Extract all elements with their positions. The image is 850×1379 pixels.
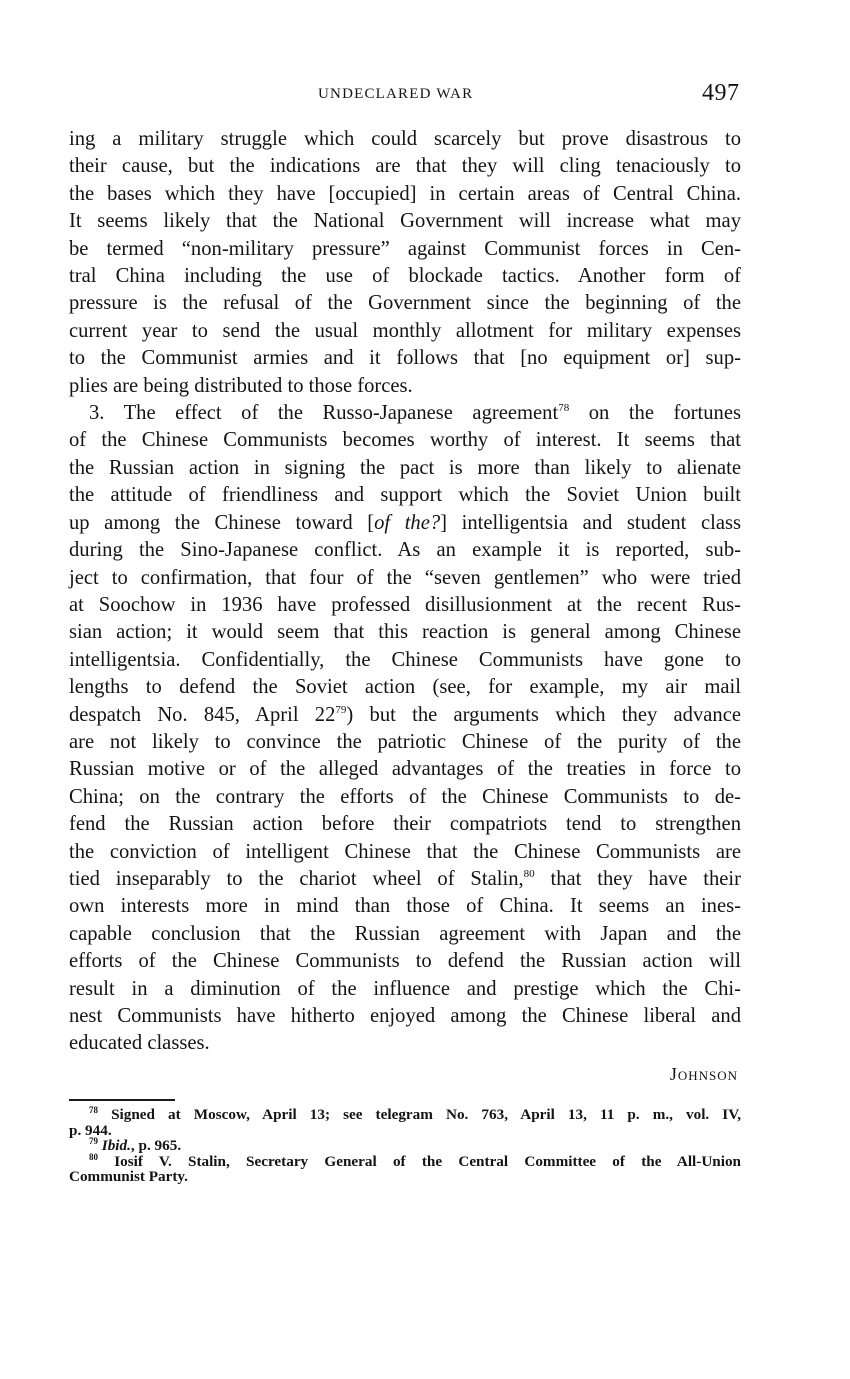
footnote-mark: 80 <box>89 1151 98 1162</box>
footnote-78-continued: p. 944. <box>69 1121 112 1139</box>
footnote-ref-80: 80 <box>523 867 535 880</box>
footnote-ref-78: 78 <box>558 402 570 415</box>
body-line: ject to confirmation, that four of the “seven gentlemen” who were tried <box>69 566 741 589</box>
body-text-segment: 3. The effect of the Russo-Japanese agreement <box>89 402 559 425</box>
italic-insertion: of the? <box>374 511 441 534</box>
body-line: efforts of the Chinese Communists to defend the Russian action will <box>69 950 741 973</box>
footnote-79 <box>69 1138 741 1154</box>
body-line: China; on the contrary the efforts of the Chinese Communists to de- <box>69 785 741 808</box>
footnote-80 <box>69 1151 742 1170</box>
footnotes <box>69 1107 741 1185</box>
footnote-80-continued: Communist Party. <box>69 1168 188 1185</box>
footnote-text: Iosif V. Stalin, Secretary General of the Central Committee of the All-Union <box>114 1152 742 1170</box>
signature: Johnson <box>669 1064 738 1084</box>
body-line: result in a diminution of the influence and prestige which the Chi- <box>69 977 741 1000</box>
body-line: It seems likely that the National Government will increase what may <box>69 210 741 233</box>
body-line: be termed “non-military pressure” against Communist forces in Cen- <box>69 237 741 260</box>
body-line: plies are being distributed to those forces. <box>69 374 413 397</box>
body-line: the Russian action in signing the pact is more than likely to alienate <box>69 456 741 479</box>
body-line: are not likely to convince the patriotic Chinese of the purity of the <box>69 730 741 753</box>
page-number: 497 <box>702 80 740 106</box>
body-line: Russian motive or of the alleged advantages of the treaties in force to <box>69 758 741 781</box>
body-text-segment: up among the Chinese toward [ <box>69 511 375 534</box>
body-line-with-footnote <box>69 702 741 729</box>
body-line: capable conclusion that the Russian agreement with Japan and the <box>69 922 741 945</box>
body-line: fend the Russian action before their compatriots tend to strengthen <box>69 813 741 836</box>
body-line: current year to send the usual monthly allotment for military expenses <box>69 319 741 342</box>
body-line: of the Chinese Communists becomes worthy of interest. It seems that <box>69 429 741 452</box>
body-line: intelligentsia. Confidentially, the Chinese Communists have gone to <box>69 648 741 671</box>
body-text-segment: that they have their <box>534 867 741 890</box>
body-line: during the Sino-Japanese conflict. As an example it is reported, sub- <box>69 539 741 562</box>
body-line: their cause, but the indications are that they will cling tenaciously to <box>69 155 741 178</box>
body-line: own interests more in mind than those of China. It seems an ines- <box>69 895 741 918</box>
footnote-mark: 79 <box>89 1136 98 1146</box>
footnote-ref-79: 79 <box>335 703 347 716</box>
footnote-mark: 78 <box>89 1105 98 1115</box>
body-text-segment: tied inseparably to the chariot wheel of Stalin, <box>69 867 524 890</box>
body-line: ing a military struggle which could scarcely but prove disastrous to <box>69 128 741 150</box>
body-line: educated classes. <box>69 1032 210 1055</box>
body-line-with-italic <box>69 510 741 537</box>
body-line: at Soochow in 1936 have professed disillusionment at the recent Rus- <box>69 593 741 616</box>
running-title: UNDECLARED WAR <box>318 86 474 102</box>
body-line: tral China including the use of blockade tactics. Another form of <box>69 265 741 288</box>
body-line: the bases which they have [occupied] in certain areas of Central China. <box>69 182 741 205</box>
body-line: the conviction of intelligent Chinese that the Chinese Communists are <box>69 840 741 863</box>
body-line: to the Communist armies and it follows that [no equipment or] sup- <box>69 347 741 370</box>
body-line: sian action; it would seem that this reaction is general among Chinese <box>69 621 741 644</box>
body-line-with-footnote <box>69 866 741 893</box>
footnote-italic: Ibid. <box>101 1137 131 1154</box>
footnote-divider <box>69 1099 175 1101</box>
body-text-segment: on the fortunes <box>569 402 741 425</box>
body-text-segment: despatch No. 845, April 22 <box>69 703 336 726</box>
footnote-text: , p. 965. <box>130 1137 182 1154</box>
paragraph-3-first-line <box>69 400 741 427</box>
footnote-78 <box>69 1107 741 1123</box>
body-text <box>69 126 741 1058</box>
footnote-text: Signed at Moscow, April 13; see telegram No. 763, April 13, 11 p. m., vol. IV, <box>111 1106 742 1123</box>
body-line: lengths to defend the Soviet action (see, for example, my air mail <box>69 676 741 699</box>
body-text-segment: ] intelligentsia and student class <box>440 511 741 534</box>
body-line: the attitude of friendliness and support which the Soviet Union built <box>69 484 741 507</box>
body-line: nest Communists have hitherto enjoyed among the Chinese liberal and <box>69 1005 741 1027</box>
body-text-segment: ) but the arguments which they advance <box>346 703 741 726</box>
body-line: pressure is the refusal of the Government since the beginning of the <box>69 292 741 315</box>
